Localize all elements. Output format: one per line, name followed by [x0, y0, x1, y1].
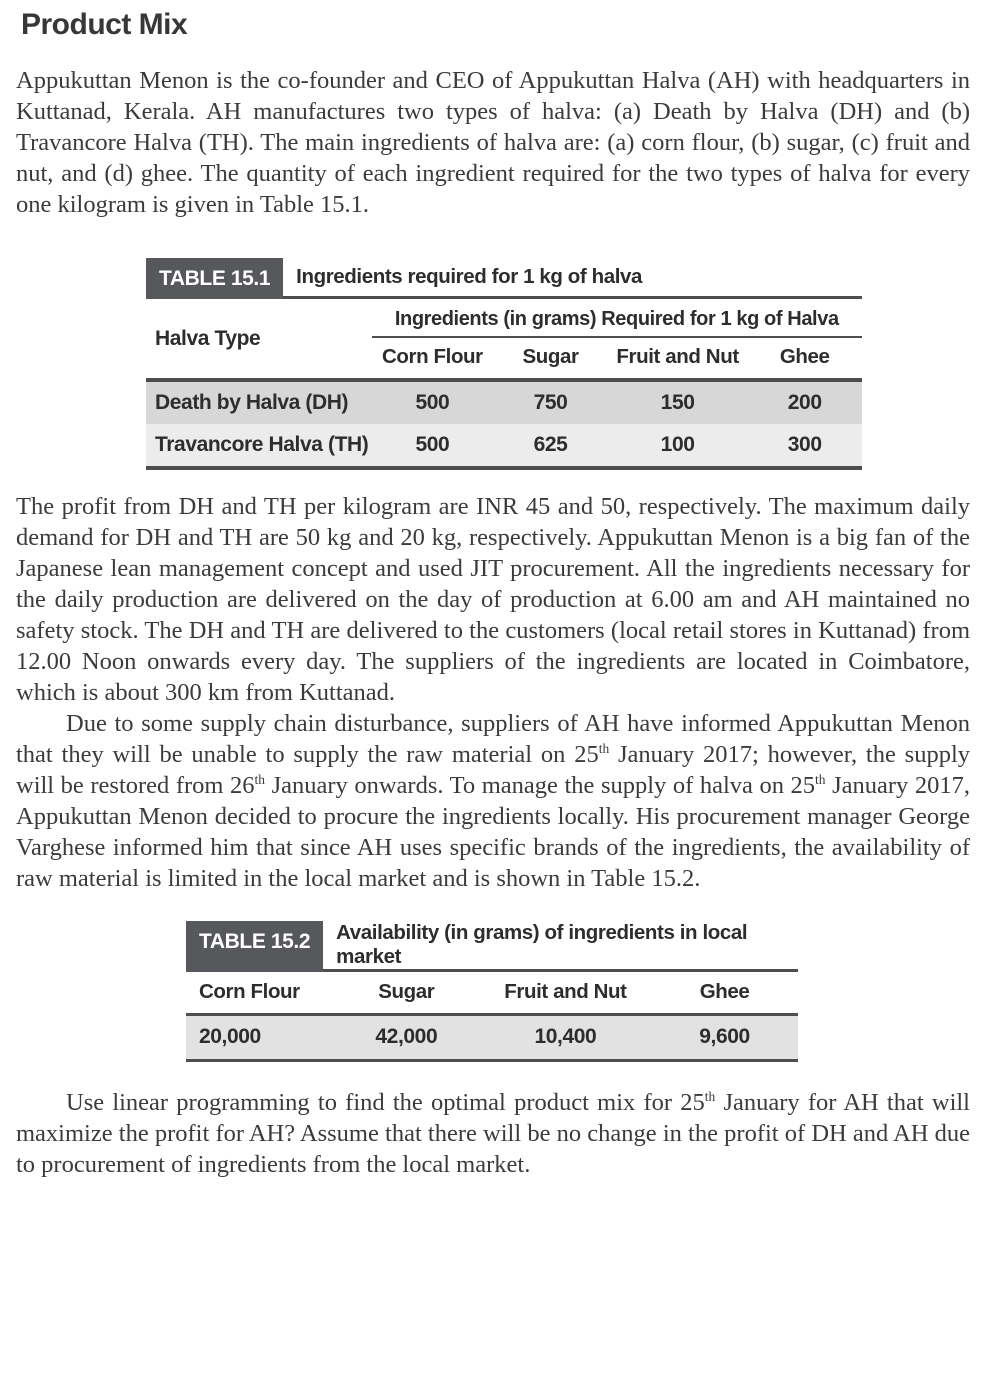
paragraph-profit-demand: The profit from DH and TH per kilogram are INR 45 and 50, respectively. The maximum daily demand for DH and TH are 50 kg and 20 kg, respectively. Appukuttan Menon is a big fan of the Japanese lean management concept and used JIT procurement. All the ingredients necessary for the daily production are delivered on the day of production at 6.00 am and AH maintained no safety stock. The DH and TH are delivered to the customers (local retail stores in Kuttanad) from 12.00 Noon onwards every day. The suppliers of the ingredients are located in Coimbatore, which is about 300 km from Kuttanad.	[16, 493, 970, 706]
cell-value: 625	[493, 424, 608, 468]
superscript-th: th	[815, 771, 826, 787]
paragraph-question	[16, 1087, 970, 1180]
text-segment: January for AH that will maximize the profit for AH? Assume that there will be no change in the profit of DH and AH due to procurement of ingredients from the local market.	[16, 1089, 970, 1178]
table-15-2	[186, 921, 798, 1062]
column-header-ghee: Ghee	[651, 972, 798, 1015]
column-header-sugar: Sugar	[333, 972, 480, 1015]
column-header-corn-flour: Corn Flour	[382, 345, 483, 368]
table-row-death-by-halva	[146, 380, 862, 424]
table-15-2-grid	[186, 972, 798, 1062]
column-header-fruit-and-nut: Fruit and Nut	[616, 345, 739, 368]
row-label: Death by Halva (DH)	[146, 380, 372, 424]
paragraph-intro: Appukuttan Menon is the co-founder and CEO of Appukuttan Halva (AH) with headquarters in Kuttanad, Kerala. AH manufactures two types of halva: (a) Death by Halva (DH) and (b) Travancore Halva (TH). The main ingredients of halva are: (a) corn flour, (b) sugar, (c) fruit and nut, and (d) ghee. The quantity of each ingredient required for the two types of halva for every one kilogram is given in Table 15.1.	[16, 67, 970, 218]
table-15-2-caption-bar	[186, 921, 798, 972]
table-row-availability	[186, 1015, 798, 1061]
cell-value: 500	[372, 424, 494, 468]
table-row-travancore-halva	[146, 424, 862, 468]
superscript-th: th	[254, 771, 266, 787]
table-15-1-row-header: Halva Type	[155, 326, 261, 350]
column-header-sugar: Sugar	[522, 345, 579, 368]
text-segment: January onwards. To manage the supply of halva on 25	[265, 772, 816, 799]
text-segment: Due to some supply chain disturbance, suppliers of AH have informed Appukuttan Menon that they will be unable to supply the raw material on 25	[16, 710, 970, 768]
table-15-1-badge: TABLE 15.1	[146, 258, 283, 299]
cell-value: 20,000	[186, 1015, 333, 1061]
cell-value: 100	[608, 424, 748, 468]
table-15-1-grid	[146, 299, 862, 470]
column-header-fruit-and-nut: Fruit and Nut	[480, 972, 651, 1015]
text-segment: January 2017, Appukuttan Menon decided to procure the ingredients locally. His procurement manager George Varghese informed him that since AH uses specific brands of the ingredients, the availability of raw material is limited in the local market and is shown in Table 15.2.	[16, 772, 970, 892]
table-15-2-badge: TABLE 15.2	[186, 921, 323, 972]
paragraph-supply-disruption	[16, 708, 970, 894]
cell-value: 150	[608, 380, 748, 424]
text-segment: Use linear programming to find the optimal product mix for 25	[66, 1089, 705, 1116]
cell-value: 300	[747, 424, 862, 468]
row-label: Travancore Halva (TH)	[146, 424, 372, 468]
table-15-1-group-header: Ingredients (in grams) Required for 1 kg of Halva	[372, 299, 862, 337]
cell-value: 42,000	[333, 1015, 480, 1061]
text-segment: January 2017; however, the supply will be restored from 26	[16, 741, 971, 799]
cell-value: 750	[493, 380, 608, 424]
cell-value: 10,400	[480, 1015, 651, 1061]
cell-value: 500	[372, 380, 494, 424]
table-15-1-caption: Ingredients required for 1 kg of halva	[283, 258, 862, 299]
table-15-2-caption: Availability (in grams) of ingredients in local market	[323, 921, 798, 972]
cell-value: 9,600	[651, 1015, 798, 1061]
page-title: Product Mix	[21, 8, 188, 41]
column-header-corn-flour: Corn Flour	[186, 972, 333, 1015]
column-header-ghee: Ghee	[779, 345, 830, 368]
cell-value: 200	[747, 380, 862, 424]
table-15-1-caption-bar	[146, 258, 862, 299]
superscript-th: th	[598, 740, 610, 756]
table-15-1	[146, 258, 862, 470]
superscript-th: th	[704, 1088, 716, 1104]
